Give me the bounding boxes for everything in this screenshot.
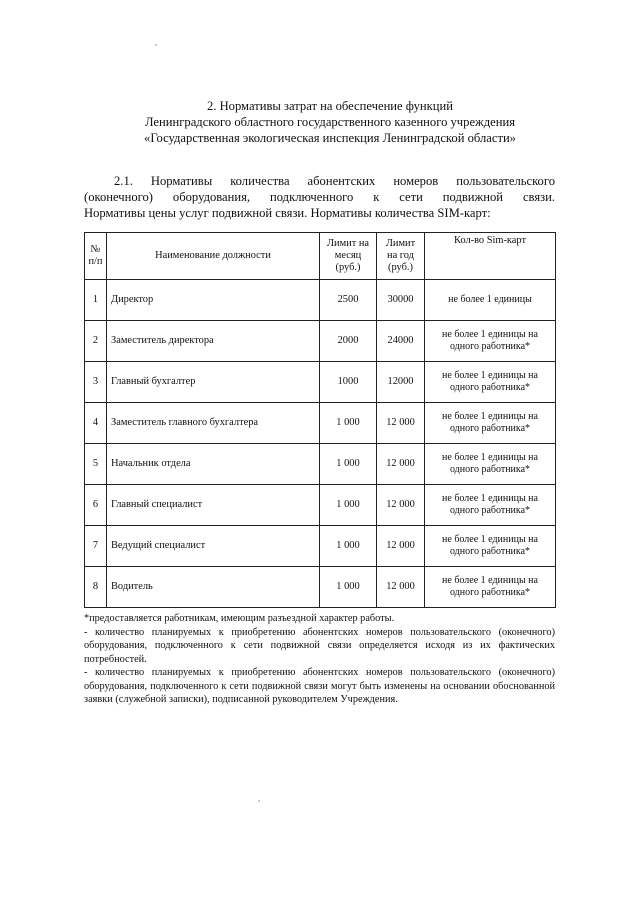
table-row <box>85 403 556 444</box>
row-year-limit: 30000 <box>377 280 425 321</box>
row-month-limit: 2000 <box>320 321 377 362</box>
row-year-limit: 12000 <box>377 362 425 403</box>
row-month-limit: 1 000 <box>320 567 377 608</box>
row-month-limit: 1 000 <box>320 444 377 485</box>
row-sim-count: не более 1 единицы на одного работника* <box>425 567 556 608</box>
row-month-limit: 1 000 <box>320 403 377 444</box>
row-sim-count: не более 1 единицы на одного работника* <box>425 403 556 444</box>
footnote-changes: - количество планируемых к приобретению абонентских номеров пользовательского (оконечного) оборудования, подключенного к сети подвижной связи могут быть изменены на основании обоснованной заявки (служебной записки), подписанной руководителем Учреждения. <box>84 667 555 705</box>
row-num: 1 <box>85 280 107 321</box>
row-year-limit: 12 000 <box>377 526 425 567</box>
header-sim-count: Кол-во Sim-карт <box>425 233 556 280</box>
table-row <box>85 321 556 362</box>
row-position: Заместитель главного бухгалтера <box>107 403 320 444</box>
row-num: 3 <box>85 362 107 403</box>
subsection-line-3: Нормативы цены услуг подвижной связи. Нормативы количества SIM-карт: <box>84 206 491 220</box>
row-position: Заместитель директора <box>107 321 320 362</box>
table-row <box>85 362 556 403</box>
table-row <box>85 567 556 608</box>
row-sim-count: не более 1 единицы на одного работника* <box>425 321 556 362</box>
row-year-limit: 24000 <box>377 321 425 362</box>
row-year-limit: 12 000 <box>377 485 425 526</box>
row-sim-count: не более 1 единицы на одного работника* <box>425 444 556 485</box>
subsection-line-1: 2.1. Нормативы количества абонентских номеров пользовательского <box>114 174 555 188</box>
footnote-asterisk: *предоставляется работникам, имеющим разъездной характер работы. <box>84 613 395 624</box>
row-position: Главный специалист <box>107 485 320 526</box>
row-num: 6 <box>85 485 107 526</box>
table-row <box>85 485 556 526</box>
row-position: Водитель <box>107 567 320 608</box>
row-num: 4 <box>85 403 107 444</box>
row-month-limit: 1 000 <box>320 526 377 567</box>
header-month-limit: Лимит на месяц (руб.) <box>320 233 377 280</box>
subsection-title <box>84 173 555 221</box>
heading-line-1: 2. Нормативы затрат на обеспечение функций <box>206 99 454 113</box>
row-num: 8 <box>85 567 107 608</box>
scan-speck <box>258 800 260 802</box>
heading-line-2: Ленинградского областного государственного казенного учреждения <box>144 115 516 129</box>
row-sim-count: не более 1 единицы на одного работника* <box>425 485 556 526</box>
row-month-limit: 1000 <box>320 362 377 403</box>
row-year-limit: 12 000 <box>377 444 425 485</box>
row-position: Директор <box>107 280 320 321</box>
header-position: Наименование должности <box>107 233 320 280</box>
norms-table <box>84 232 556 608</box>
row-month-limit: 1 000 <box>320 485 377 526</box>
row-month-limit: 2500 <box>320 280 377 321</box>
row-num: 5 <box>85 444 107 485</box>
header-year-limit: Лимит на год (руб.) <box>377 233 425 280</box>
footnote-needs: - количество планируемых к приобретению абонентских номеров пользовательского (оконечного) оборудования, подключенного к сети подвижной связи определяется исходя из их фактических потребностей. <box>84 626 555 665</box>
row-position: Главный бухгалтер <box>107 362 320 403</box>
row-position: Ведущий специалист <box>107 526 320 567</box>
header-num: № п/п <box>85 233 107 280</box>
table-header-row <box>85 233 556 280</box>
table-row <box>85 444 556 485</box>
row-sim-count: не более 1 единицы на одного работника* <box>425 526 556 567</box>
row-num: 7 <box>85 526 107 567</box>
section-heading <box>60 98 600 146</box>
footnotes <box>84 612 555 707</box>
table-row <box>85 280 556 321</box>
table-row <box>85 526 556 567</box>
row-year-limit: 12 000 <box>377 567 425 608</box>
row-year-limit: 12 000 <box>377 403 425 444</box>
subsection-line-2: (оконечного) оборудования, подключенного к сети подвижной связи. <box>84 190 555 204</box>
row-position: Начальник отдела <box>107 444 320 485</box>
row-sim-count: не более 1 единицы <box>425 280 556 321</box>
row-num: 2 <box>85 321 107 362</box>
heading-line-3: «Государственная экологическая инспекция Ленинградской области» <box>144 131 516 145</box>
row-sim-count: не более 1 единицы на одного работника* <box>425 362 556 403</box>
scan-speck <box>155 44 157 46</box>
